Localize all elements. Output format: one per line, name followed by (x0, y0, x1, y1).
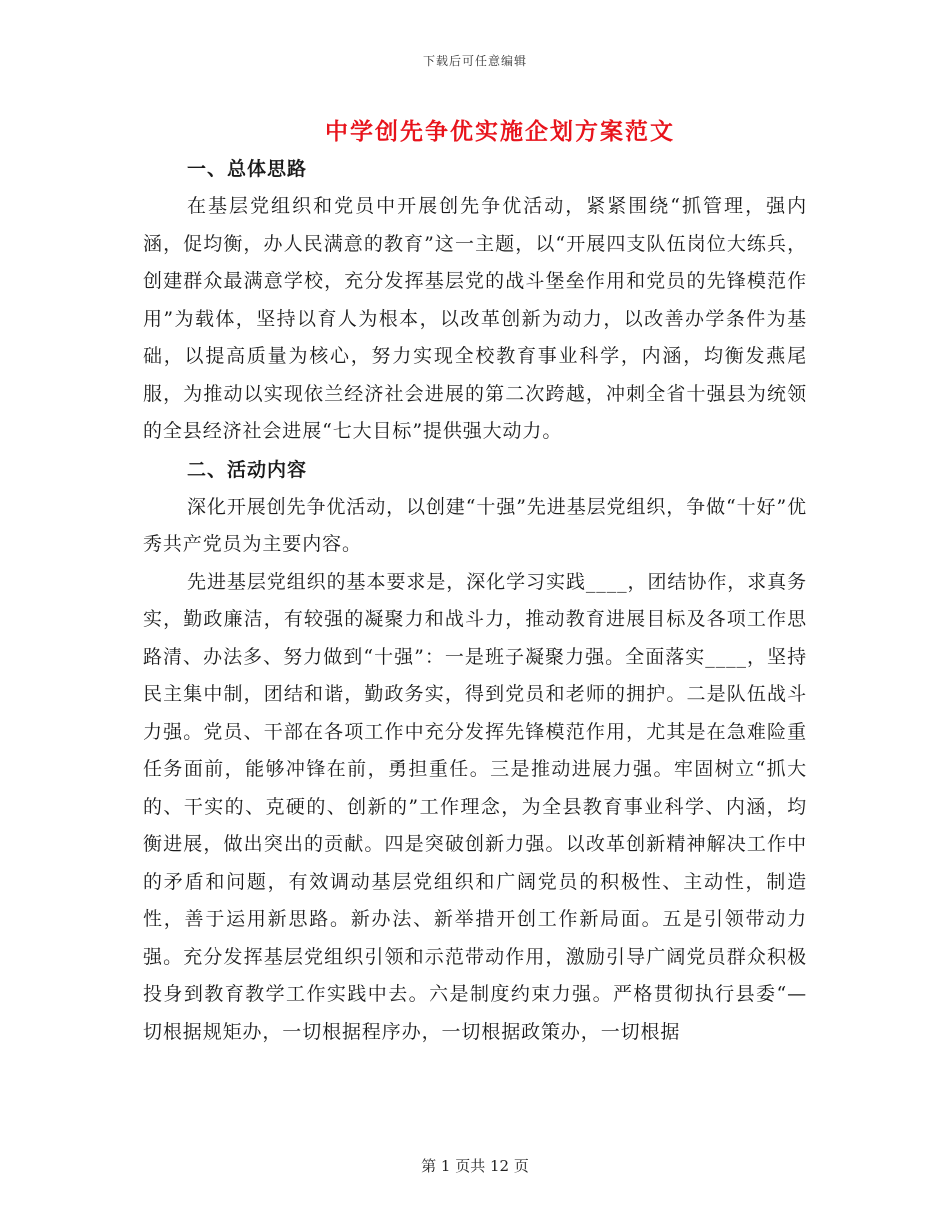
section-heading-1: 一、总体思路 (187, 158, 308, 180)
paragraph-activity-intro: 深化开展创先争优活动，以创建“十强”先进基层党组织，争做“十好”优秀共产党员为主要内容。 (143, 495, 807, 555)
document-body (143, 150, 807, 1051)
page-number: 第 1 页共 12 页 (421, 1157, 529, 1175)
header-note: 下载后可任意编辑 (422, 54, 527, 68)
paragraph-activity-requirements: 先进基层党组织的基本要求是，深化学习实践____，团结协作，求真务实，勤政廉洁，有较强的凝聚力和战斗力，推动教育进展目标及各项工作思路清、办法多、努力做到“十强”：一是班子凝聚力强。全面落实____，坚持民主集中制，团结和谐，勤政务实，得到党员和老师的拥护。二是队伍战斗力强。党员、干部在各项工作中充分发挥先锋模范作用，尤其是在急难险重任务面前，能够冲锋在前，勇担重任。三是推动进展力强。牢固树立“抓大的、干实的、克硬的、创新的”工作理念，为全县教育事业科学、内涵，均衡进展，做出突出的贡献。四是突破创新力强。以改革创新精神解决工作中的矛盾和问题，有效调动基层党组织和广阔党员的积极性、主动性，制造性，善于运用新思路。新办法、新举措开创工作新局面。五是引领带动力强。充分发挥基层党组织引领和示范带动作用，激励引导广阔党员群众积极投身到教育教学工作实践中去。六是制度约束力强。严格贯彻执行县委“—切根据规矩办，一切根据程序办，一切根据政策办，一切根据 (143, 570, 807, 1043)
document-title: 中学创先争优实施企划方案范文 (325, 118, 675, 145)
paragraph-overview: 在基层党组织和党员中开展创先争优活动，紧紧围绕“抓管理，强内涵，促均衡，办人民满意的教育”这一主题，以“开展四支队伍岗位大练兵，创建群众最满意学校，充分发挥基层党的战斗堡垒作用和党员的先锋模范作用”为载体，坚持以育人为根本，以改革创新为动力，以改善办学条件为基础，以提高质量为核心，努力实现全校教育事业科学，内涵，均衡发燕尾服，为推动以实现依兰经济社会进展的第二次跨越，冲刺全省十强县为统领的全县经济社会进展“七大目标”提供强大动力。 (143, 195, 807, 442)
section-heading-2: 二、活动内容 (187, 458, 308, 481)
